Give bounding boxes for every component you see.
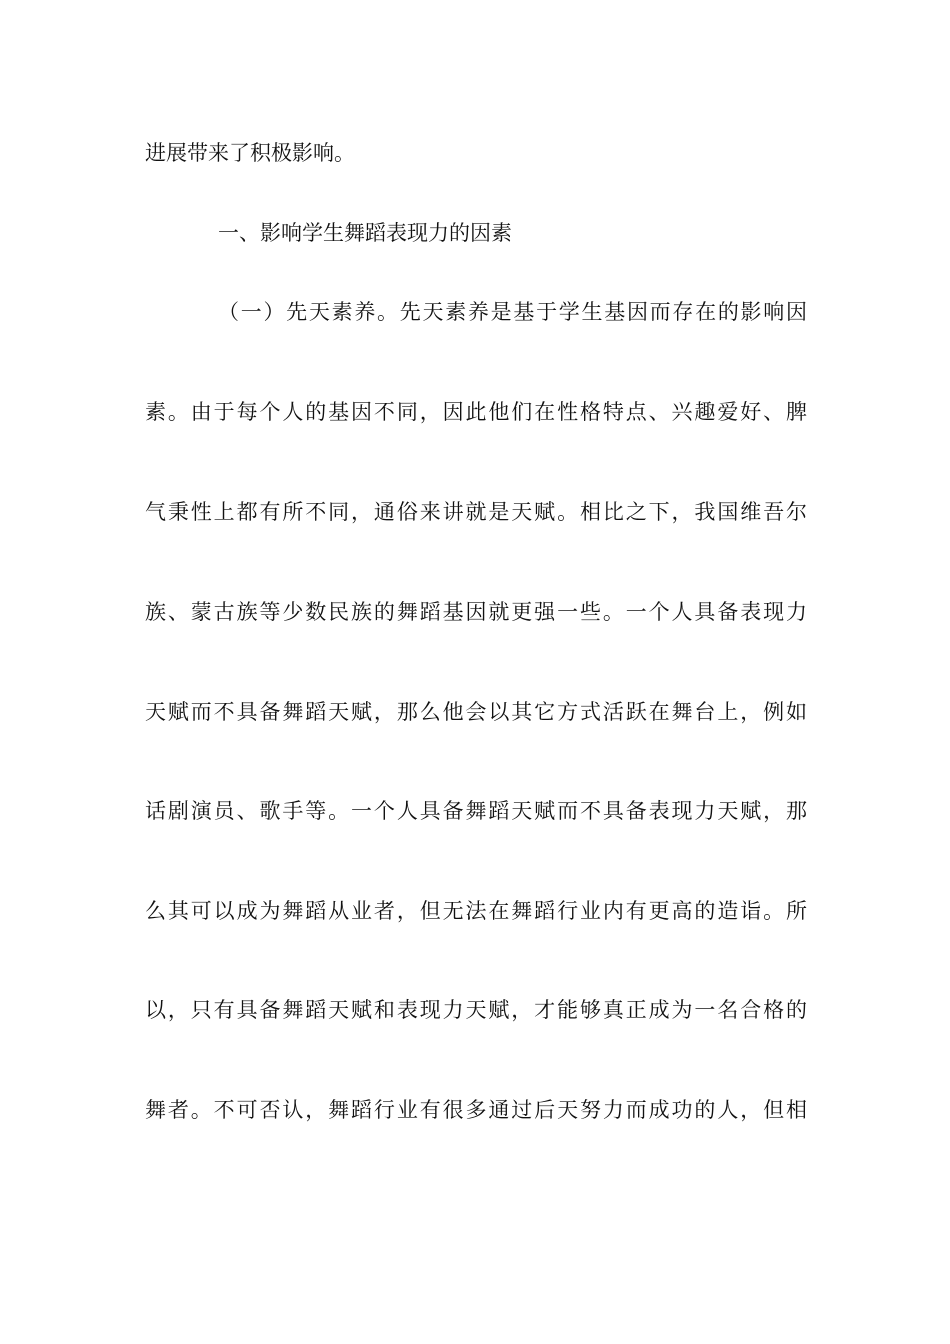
section-heading: 一、影响学生舞蹈表现力的因素	[218, 221, 512, 245]
paragraph-line-9: 么其可以成为舞蹈从业者，但无法在舞蹈行业内有更高的造诣。所	[145, 899, 807, 923]
paragraph-line-10: 以，只有具备舞蹈天赋和表现力天赋，才能够真正成为一名合格的	[145, 998, 807, 1022]
subsection-first-line: （一）先天素养。先天素养是基于学生基因而存在的影响因	[218, 300, 807, 324]
paragraph-line-4: 素。由于每个人的基因不同，因此他们在性格特点、兴趣爱好、脾	[145, 400, 807, 424]
paragraph-line-5: 气秉性上都有所不同，通俗来讲就是天赋。相比之下，我国维吾尔	[145, 500, 807, 524]
paragraph-line-6: 族、蒙古族等少数民族的舞蹈基因就更强一些。一个人具备表现力	[145, 600, 807, 624]
paragraph-line-1: 进展带来了积极影响。	[145, 141, 355, 165]
paragraph-line-11: 舞者。不可否认，舞蹈行业有很多通过后天努力而成功的人，但相	[145, 1098, 807, 1122]
paragraph-line-7: 天赋而不具备舞蹈天赋，那么他会以其它方式活跃在舞台上，例如	[145, 700, 807, 724]
paragraph-line-8: 话剧演员、歌手等。一个人具备舞蹈天赋而不具备表现力天赋，那	[145, 799, 807, 823]
